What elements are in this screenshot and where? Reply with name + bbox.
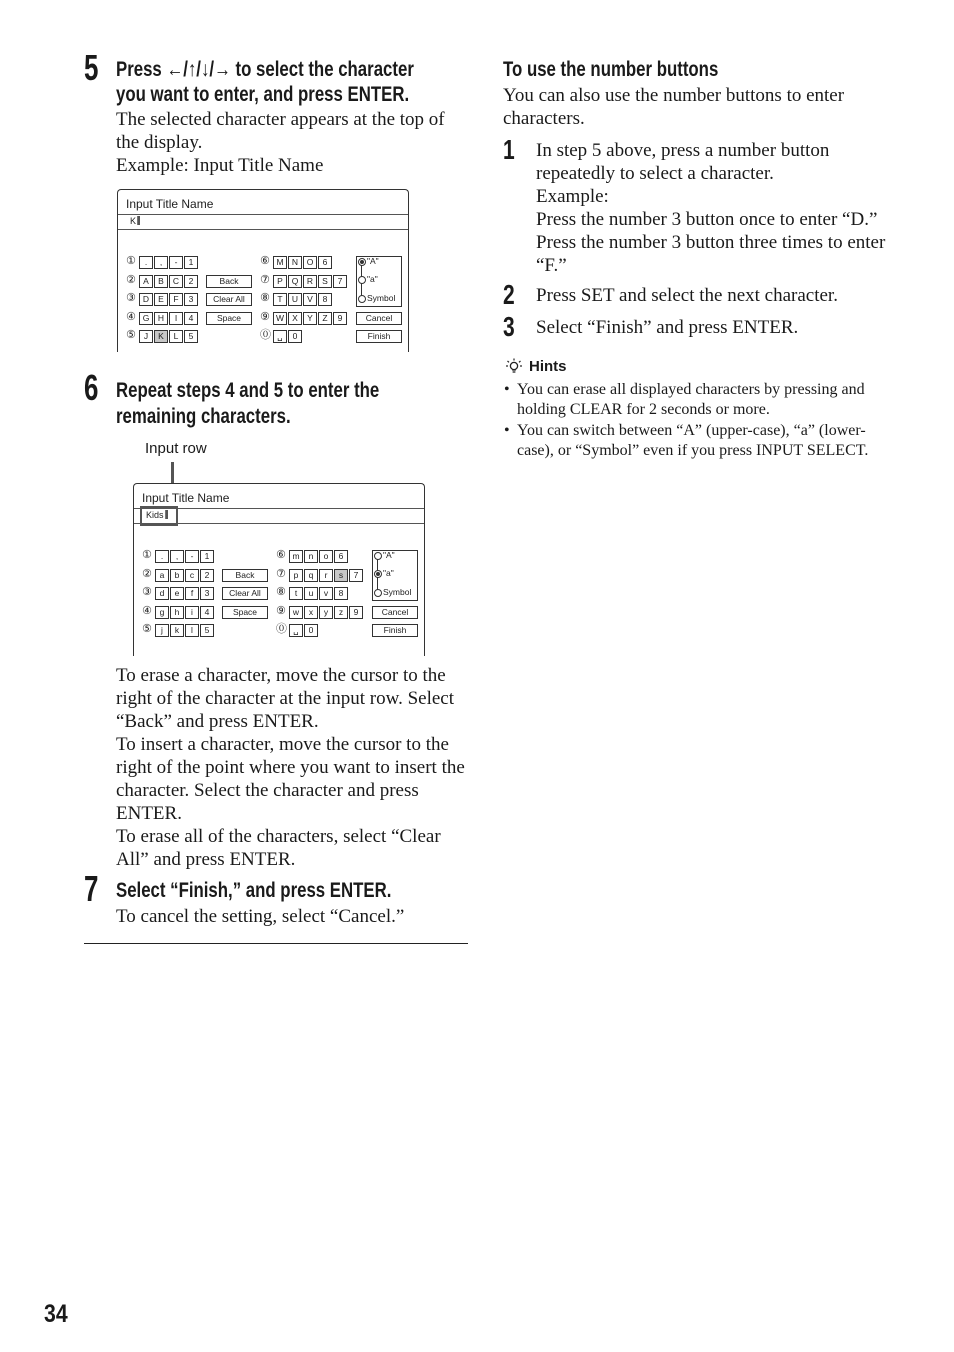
hint-line: holding CLEAR for 2 seconds or more.: [517, 401, 770, 418]
char-cell: e: [170, 587, 184, 600]
cancel-button: Cancel: [356, 312, 402, 325]
step-5-number: 5: [84, 47, 99, 88]
step-line: Example:: [536, 186, 609, 207]
char-cell: 2: [200, 569, 214, 582]
char-cell: .: [155, 550, 169, 563]
input-title-screen-example-1: [117, 189, 409, 352]
char-cell: D: [139, 293, 153, 306]
char-cell: b: [170, 569, 184, 582]
char-cell: j: [155, 624, 169, 637]
char-cell: R: [303, 275, 317, 288]
hints-title: Hints: [529, 358, 567, 375]
erase-insert-instructions: [116, 664, 465, 871]
char-cell: 6: [334, 550, 348, 563]
char-cell: p: [289, 569, 303, 582]
row-number-2: ②: [126, 273, 136, 286]
input-row-value: [130, 216, 140, 226]
hint-bullet-dot: •: [504, 422, 510, 439]
instruction-line: character. Select the character and press: [116, 780, 419, 801]
row-number-right-1: ⑥: [260, 254, 270, 267]
char-cell: i: [185, 606, 199, 619]
function-button-back: Back: [222, 569, 268, 582]
char-cell: ␣: [273, 330, 287, 343]
char-cell: Z: [318, 312, 332, 325]
char-cell: G: [139, 312, 153, 325]
function-button-back: Back: [206, 275, 252, 288]
mode-label-3: Symbol: [383, 587, 412, 597]
row-number-right-5: ⓪: [260, 328, 271, 341]
char-cell: c: [185, 569, 199, 582]
char-cell: a: [155, 569, 169, 582]
number-buttons-intro: [503, 84, 844, 130]
instruction-line: ENTER.: [116, 803, 182, 824]
char-cell: M: [273, 256, 287, 269]
step-7-heading: Select “Finish,” and press ENTER.: [116, 879, 392, 902]
row-number-3: ③: [142, 585, 152, 598]
char-cell: r: [319, 569, 333, 582]
char-cell: 0: [288, 330, 302, 343]
char-cell: l: [185, 624, 199, 637]
screen-title: Input Title Name: [126, 197, 214, 211]
step-line: In step 5 above, press a number button: [536, 140, 830, 161]
char-cell: g: [155, 606, 169, 619]
char-cell: q: [304, 569, 318, 582]
char-cell: Y: [303, 312, 317, 325]
step-5-body: [116, 108, 445, 177]
row-number-right-2: ⑦: [260, 273, 270, 286]
char-cell: H: [154, 312, 168, 325]
char-cell: C: [169, 275, 183, 288]
intro-line: characters.: [503, 108, 585, 129]
char-cell: w: [289, 606, 303, 619]
instruction-line: right of the character at the input row. Select: [116, 688, 454, 709]
number-step-2-number: 2: [503, 279, 515, 310]
step-5-body-line: the display.: [116, 132, 203, 153]
char-cell: 1: [200, 550, 214, 563]
function-button-space: Space: [206, 312, 252, 325]
char-cell: T: [273, 293, 287, 306]
mode-radio-3: [358, 295, 366, 303]
char-cell: 5: [184, 330, 198, 343]
number-step-1-text: [536, 139, 885, 277]
char-cell: ,: [154, 256, 168, 269]
char-cell: W: [273, 312, 287, 325]
hint-item-2: [517, 421, 868, 461]
row-number-right-3: ⑧: [276, 585, 286, 598]
input-row-callout: Input row: [145, 440, 207, 457]
instruction-line: right of the point where you want to insert the: [116, 757, 465, 778]
step-5-heading-line-2: you want to enter, and press ENTER.: [116, 83, 410, 106]
mode-radio-3: [374, 589, 382, 597]
mode-label-2: "a": [367, 274, 378, 284]
row-number-right-5: ⓪: [276, 622, 287, 635]
char-cell: d: [155, 587, 169, 600]
char-cell: z: [334, 606, 348, 619]
lightbulb-icon: [504, 357, 524, 377]
mode-label-2: "a": [383, 568, 394, 578]
char-cell: 3: [200, 587, 214, 600]
char-cell: I: [169, 312, 183, 325]
section-divider: [84, 943, 468, 944]
char-cell: -: [185, 550, 199, 563]
row-number-right-4: ⑨: [276, 604, 286, 617]
function-button-clear-all: Clear All: [206, 293, 252, 306]
char-cell: .: [139, 256, 153, 269]
row-number-4: ④: [126, 310, 136, 323]
char-cell: A: [139, 275, 153, 288]
char-cell: X: [288, 312, 302, 325]
char-cell: P: [273, 275, 287, 288]
char-cell: V: [303, 293, 317, 306]
char-cell: 5: [200, 624, 214, 637]
mode-label-3: Symbol: [367, 293, 396, 303]
function-button-clear-all: Clear All: [222, 587, 268, 600]
char-cell: n: [304, 550, 318, 563]
input-row-text: Kids: [146, 510, 164, 520]
hint-bullet-dot: •: [504, 381, 510, 398]
hint-line: case), or “Symbol” even if you press INPUT SELECT.: [517, 442, 869, 459]
step-line: “F.”: [536, 255, 567, 276]
step-5-body-line: Example: Input Title Name: [116, 155, 324, 176]
step-5-heading-line-1: Press ←/↑/↓/→ to select the character: [116, 58, 414, 81]
text-cursor: [137, 216, 140, 225]
char-cell: E: [154, 293, 168, 306]
mode-label-1: "A": [383, 550, 395, 560]
char-cell: x: [304, 606, 318, 619]
char-cell: -: [169, 256, 183, 269]
screen-title: Input Title Name: [142, 491, 230, 505]
char-cell: 9: [349, 606, 363, 619]
char-cell: f: [185, 587, 199, 600]
hint-line: You can switch between “A” (upper-case), “a” (lower-: [517, 422, 866, 439]
row-number-2: ②: [142, 567, 152, 580]
char-cell: 7: [349, 569, 363, 582]
char-cell: y: [319, 606, 333, 619]
step-6-number: 6: [84, 367, 99, 408]
char-cell: Q: [288, 275, 302, 288]
page-number: 34: [44, 1300, 68, 1328]
hint-item-1: [517, 380, 865, 420]
char-cell: K: [154, 330, 168, 343]
input-row-text: K: [130, 216, 137, 226]
char-cell: ,: [170, 550, 184, 563]
step-6-heading-line-2: remaining characters.: [116, 405, 291, 428]
char-cell: 9: [333, 312, 347, 325]
number-step-2-text: Press SET and select the next character.: [536, 285, 838, 306]
char-cell: 1: [184, 256, 198, 269]
number-step-3-text: Select “Finish” and press ENTER.: [536, 317, 799, 338]
char-cell: h: [170, 606, 184, 619]
intro-line: You can also use the number buttons to enter: [503, 85, 845, 106]
mode-radio-2: [358, 276, 366, 284]
char-cell: s: [334, 569, 348, 582]
char-cell: O: [303, 256, 317, 269]
char-cell: 3: [184, 293, 198, 306]
instruction-line: To erase a character, move the cursor to the: [116, 665, 446, 686]
char-cell: U: [288, 293, 302, 306]
row-number-right-3: ⑧: [260, 291, 270, 304]
hint-line: You can erase all displayed characters by pressing and: [517, 381, 865, 398]
char-cell: o: [319, 550, 333, 563]
cancel-button: Cancel: [372, 606, 418, 619]
instruction-line: To insert a character, move the cursor to the: [116, 734, 449, 755]
row-number-4: ④: [142, 604, 152, 617]
input-row: [118, 214, 408, 230]
char-cell: B: [154, 275, 168, 288]
char-cell: 2: [184, 275, 198, 288]
mode-radio-2: [374, 570, 382, 578]
char-cell: 0: [304, 624, 318, 637]
mode-label-1: "A": [367, 256, 379, 266]
step-line: Press the number 3 button three times to enter: [536, 232, 886, 253]
step-5-body-line: The selected character appears at the top of: [116, 109, 445, 130]
instruction-line: To erase all of the characters, select “Clear: [116, 826, 441, 847]
char-cell: 6: [318, 256, 332, 269]
char-cell: S: [318, 275, 332, 288]
char-cell: 7: [333, 275, 347, 288]
instruction-line: All” and press ENTER.: [116, 849, 296, 870]
row-number-5: ⑤: [142, 622, 152, 635]
char-cell: k: [170, 624, 184, 637]
char-cell: 4: [184, 312, 198, 325]
char-cell: 4: [200, 606, 214, 619]
char-cell: L: [169, 330, 183, 343]
mode-radio-1: [374, 552, 382, 560]
char-cell: v: [319, 587, 333, 600]
function-button-space: Space: [222, 606, 268, 619]
instruction-line: “Back” and press ENTER.: [116, 711, 319, 732]
row-number-3: ③: [126, 291, 136, 304]
row-number-1: ①: [142, 548, 152, 561]
char-cell: t: [289, 587, 303, 600]
row-number-right-2: ⑦: [276, 567, 286, 580]
char-cell: ␣: [289, 624, 303, 637]
char-cell: F: [169, 293, 183, 306]
char-cell: m: [289, 550, 303, 563]
char-cell: 8: [318, 293, 332, 306]
char-cell: u: [304, 587, 318, 600]
row-number-1: ①: [126, 254, 136, 267]
finish-button: Finish: [372, 624, 418, 637]
char-cell: J: [139, 330, 153, 343]
row-number-right-4: ⑨: [260, 310, 270, 323]
row-number-5: ⑤: [126, 328, 136, 341]
row-number-right-1: ⑥: [276, 548, 286, 561]
number-buttons-heading: To use the number buttons: [503, 58, 719, 81]
finish-button: Finish: [356, 330, 402, 343]
input-row-highlight-box: [140, 506, 178, 526]
number-step-3-number: 3: [503, 311, 515, 342]
step-line: Press the number 3 button once to enter “D.”: [536, 209, 878, 230]
step-7-body: To cancel the setting, select “Cancel.”: [116, 906, 405, 927]
step-6-heading-line-1: Repeat steps 4 and 5 to enter the: [116, 379, 380, 402]
char-cell: 8: [334, 587, 348, 600]
char-cell: N: [288, 256, 302, 269]
step-7-number: 7: [84, 868, 99, 909]
step-line: repeatedly to select a character.: [536, 163, 774, 184]
number-step-1-number: 1: [503, 134, 515, 165]
mode-radio-1: [358, 258, 366, 266]
